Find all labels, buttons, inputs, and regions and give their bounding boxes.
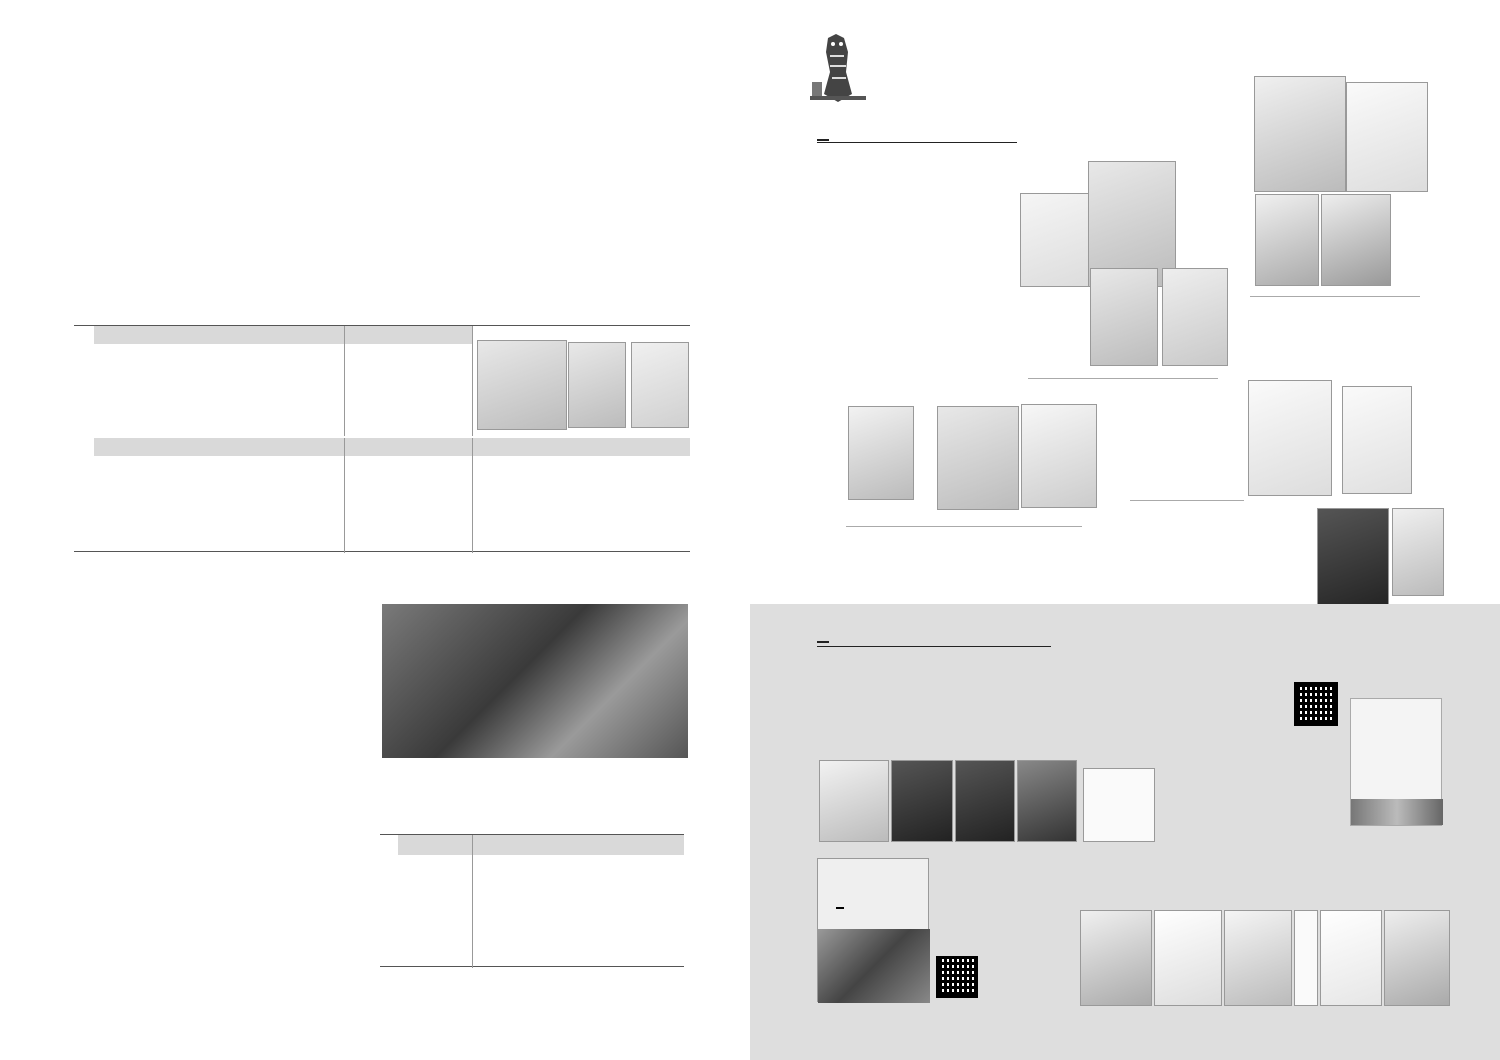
cover-friday-5 — [1083, 768, 1155, 842]
cover-comic-3 — [1224, 910, 1292, 1006]
header-general — [94, 438, 344, 456]
friday-panel — [750, 604, 1500, 1060]
header-family — [472, 835, 684, 855]
cover-g4-2 — [1346, 82, 1428, 192]
header-dvd — [344, 438, 472, 456]
cover-g6-1 — [1248, 380, 1332, 496]
friday-poster-1 — [1350, 698, 1442, 826]
cover-g6-4 — [1392, 508, 1444, 596]
cover-comic-6 — [1384, 910, 1450, 1006]
cover-g3-3 — [1090, 268, 1158, 366]
header-child — [344, 326, 472, 344]
cover-comic-4 — [1294, 910, 1318, 1006]
library-photo — [382, 604, 688, 758]
friday-poster-2 — [817, 858, 929, 1002]
book-cover-2 — [568, 342, 626, 428]
cover-g5-3 — [1021, 404, 1097, 508]
cover-g3-4 — [1162, 268, 1228, 366]
cover-friday-3 — [955, 760, 1015, 842]
top-members-table — [380, 834, 684, 967]
book-cover-3 — [631, 342, 689, 428]
cover-g5-2 — [937, 406, 1019, 510]
cover-g6-3 — [1317, 508, 1389, 612]
cover-friday-2 — [891, 760, 953, 842]
book-cover-1 — [477, 340, 567, 430]
cover-comic-5 — [1320, 910, 1382, 1006]
qr-code-2[interactable] — [936, 956, 978, 998]
cover-g4-1 — [1254, 76, 1346, 192]
cover-friday-4 — [1017, 760, 1077, 842]
right-page — [750, 0, 1500, 1060]
header-individual — [398, 835, 472, 855]
friday-title-bar — [817, 628, 829, 647]
cover-g4-4 — [1321, 194, 1391, 286]
cover-comic-2 — [1154, 910, 1222, 1006]
cover-g6-2 — [1342, 386, 1412, 494]
tiger-illustration-icon — [808, 32, 868, 110]
header-picture — [94, 326, 344, 344]
cover-g3-1 — [1020, 193, 1090, 287]
popular-table — [74, 325, 690, 552]
cover-friday-1 — [819, 760, 889, 842]
cover-g4-3 — [1255, 194, 1319, 286]
cover-g5-1 — [848, 406, 914, 500]
qr-code-1[interactable] — [1294, 682, 1338, 726]
cover-comic-1 — [1080, 910, 1152, 1006]
header-comic — [472, 438, 690, 456]
